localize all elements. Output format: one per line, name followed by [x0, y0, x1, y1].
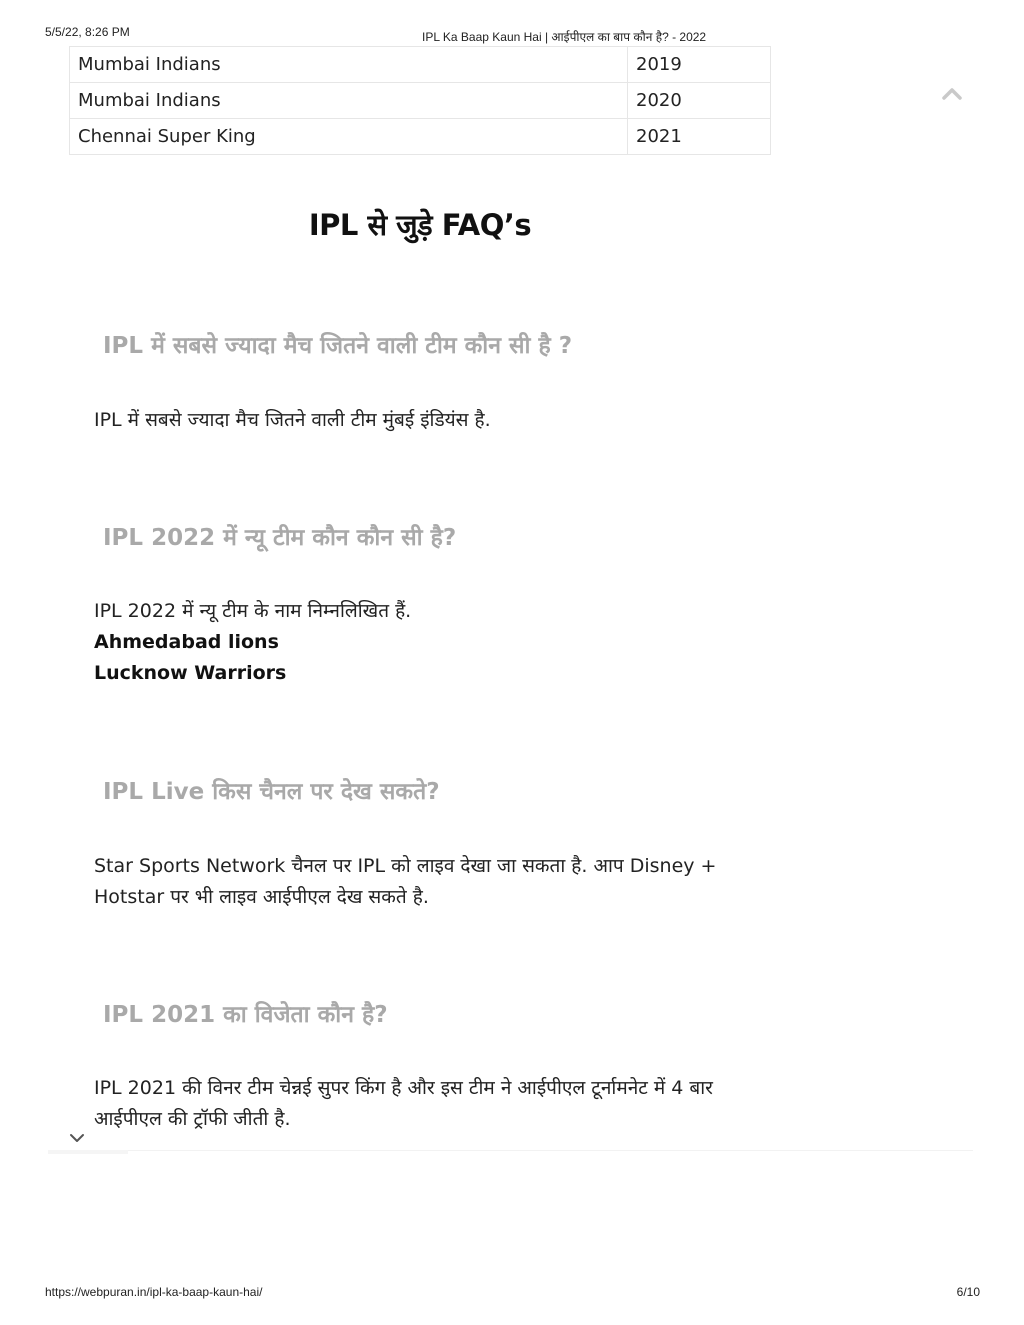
faq-question: IPL 2021 का विजेता कौन है? [103, 1002, 388, 1028]
faq-question: IPL Live किस चैनल पर देख सकते? [103, 779, 440, 805]
print-header-title: IPL Ka Baap Kaun Hai | आईपीएल का बाप कौन है? - 2022 [422, 30, 707, 44]
table-row [70, 47, 771, 83]
print-footer-url: https://webpuran.in/ipl-ka-baap-kaun-hai/ [45, 1285, 263, 1299]
faq-answer: IPL 2021 की विनर टीम चेन्नई सुपर किंग है और इस टीम ने आईपीएल टूर्नामनेट में 4 बार आईपीएल की ट्रॉफी जीती है. [94, 1077, 713, 1130]
table-cell-year: 2021 [628, 119, 771, 155]
chevron-up-icon[interactable] [940, 82, 964, 106]
divider [48, 1150, 128, 1154]
print-footer-page-number: 6/10 [956, 1285, 980, 1299]
new-team-name: Lucknow Warriors [94, 662, 287, 684]
faq-answer-text: IPL 2022 में न्यू टीम के नाम निम्नलिखित हैं. [94, 600, 412, 622]
faq-question: IPL 2022 में न्यू टीम कौन कौन सी है? [103, 525, 457, 551]
divider [48, 1150, 973, 1151]
faq-answer: Star Sports Network चैनल पर IPL को लाइव देखा जा सकता है. आप Disney + Hotstar पर भी लाइव आईपीएल देख सकते है. [94, 855, 717, 908]
print-header-datetime: 5/5/22, 8:26 PM [45, 25, 130, 39]
new-team-name: Ahmedabad lions [94, 631, 279, 653]
table-row [70, 83, 771, 119]
faq-answer: IPL में सबसे ज्यादा मैच जितने वाली टीम मुंबई इंडियंस है. [94, 409, 491, 431]
faq-section-heading: IPL से जुड़े FAQ’s [308, 208, 532, 242]
table-cell-team: Mumbai Indians [70, 47, 628, 83]
chevron-down-icon[interactable] [66, 1128, 88, 1148]
table-cell-team: Chennai Super King [70, 119, 628, 155]
faq-question: IPL में सबसे ज्यादा मैच जितने वाली टीम कौन सी है ? [103, 333, 573, 359]
table-cell-year: 2019 [628, 47, 771, 83]
table-cell-year: 2020 [628, 83, 771, 119]
table-row [70, 119, 771, 155]
winners-table [69, 46, 771, 155]
faq-answer [94, 596, 754, 689]
table-cell-team: Mumbai Indians [70, 83, 628, 119]
